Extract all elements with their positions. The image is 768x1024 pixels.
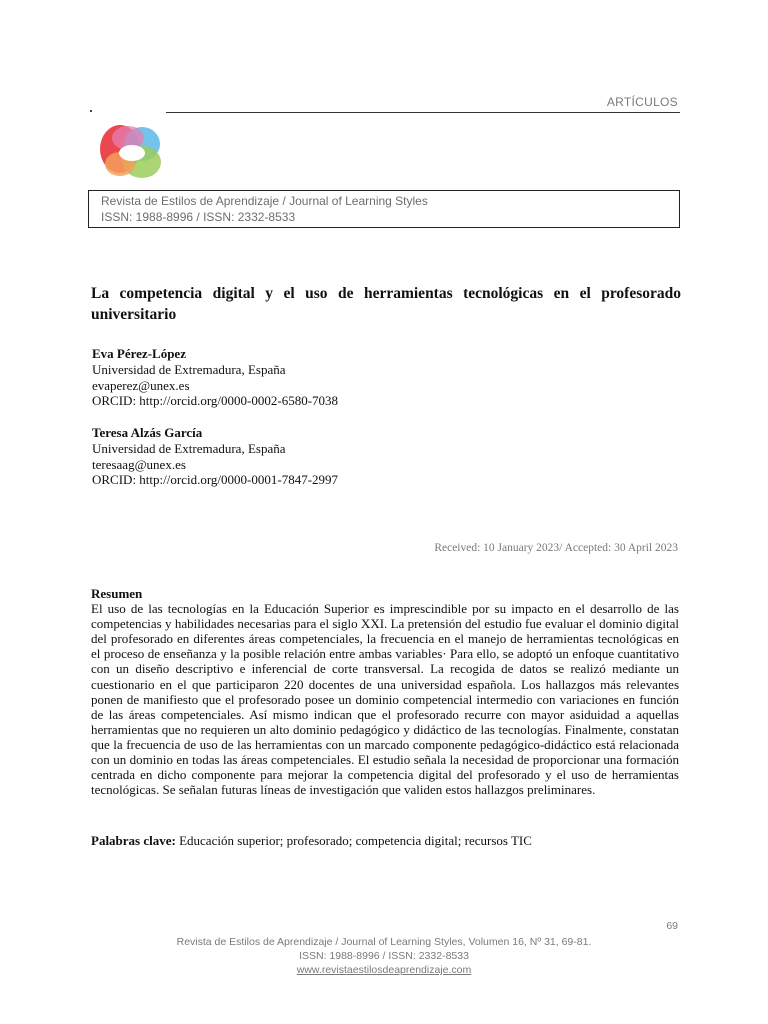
keywords-text: Educación superior; profesorado; competencia digital; recursos TIC [179, 833, 532, 848]
page-number: 69 [666, 920, 678, 932]
author-block [92, 346, 338, 409]
header-dot [90, 110, 92, 112]
header-rule [166, 112, 680, 113]
abstract-heading: Resumen [91, 586, 143, 601]
keywords-label: Palabras clave: [91, 833, 176, 848]
page-footer [0, 935, 768, 977]
footer-url-link[interactable]: www.revistaestilosdeaprendizaje.com [296, 964, 472, 976]
author-affiliation: Universidad de Extremadura, España [92, 440, 286, 456]
abstract-text: El uso de las tecnologías en la Educación Superior es imprescindible por su impacto en el desarrollo de las competencias y habilidades necesarias para el siglo XXI. La pretensión del estudio fue evaluar el dominio digital del profesorado en diferentes áreas competenciales, la frecuencia en el manejo de herramientas tecnológicas en el proceso de enseñanza y la posible relación entre ambas variables· Para ello, se adoptó un enfoque cuantitativo con un diseño descriptivo e inferencial de corte transversal. La recogida de datos se realizó mediante un cuestionario en el que participaron 220 docentes de una universidad española. Los hallazgos más relevantes ponen de manifiesto que el profesorado posee un dominio competencial intermedio con variaciones en función de las áreas competenciales. Así mismo indican que el profesorado recurre con mayor asiduidad a aquellas herramientas que no requieren un alto dominio pedagógico y didáctico de las tecnologías. Finalmente, constatan que la frecuencia de uso de las herramientas con un marcado componente pedagógico-didáctico está relacionada con un dominio en todas las áreas competenciales. El estudio señala la necesidad de proporcionar una formación centrada en dicho componente para mejorar la competencia digital del profesorado y el uso de herramientas tecnológicas. Se señalan futuras líneas de investigación que validen estos hallazgos preliminares. [91, 601, 679, 798]
author-email[interactable]: teresaag@unex.es [92, 456, 186, 472]
author-email[interactable]: evaperez@unex.es [92, 377, 190, 393]
author-orcid[interactable]: ORCID: http://orcid.org/0000-0002-6580-7038 [92, 393, 339, 409]
journal-info-box [88, 190, 680, 228]
keywords-line [91, 833, 679, 849]
submission-dates: Received: 10 January 2023/ Accepted: 30 April 2023 [434, 542, 678, 554]
journal-issn: ISSN: 1988-8996 / ISSN: 2332-8533 [101, 210, 296, 224]
author-block [92, 425, 338, 488]
article-title: La competencia digital y el uso de herramientas tecnológicas en el profesorado universitario [91, 285, 681, 323]
footer-citation: Revista de Estilos de Aprendizaje / Journal of Learning Styles, Volumen 16, Nº 31, 69-81. [176, 936, 592, 948]
journal-name: Revista de Estilos de Aprendizaje / Journal of Learning Styles [101, 194, 428, 208]
abstract-section [91, 586, 679, 797]
author-orcid[interactable]: ORCID: http://orcid.org/0000-0001-7847-2997 [92, 472, 339, 488]
journal-logo-icon [98, 122, 164, 182]
author-affiliation: Universidad de Extremadura, España [92, 361, 286, 377]
section-label: ARTÍCULOS [606, 95, 678, 109]
author-name: Eva Pérez-López [92, 346, 186, 361]
author-name: Teresa Alzás García [92, 425, 203, 440]
footer-issn: ISSN: 1988-8996 / ISSN: 2332-8533 [299, 950, 469, 962]
